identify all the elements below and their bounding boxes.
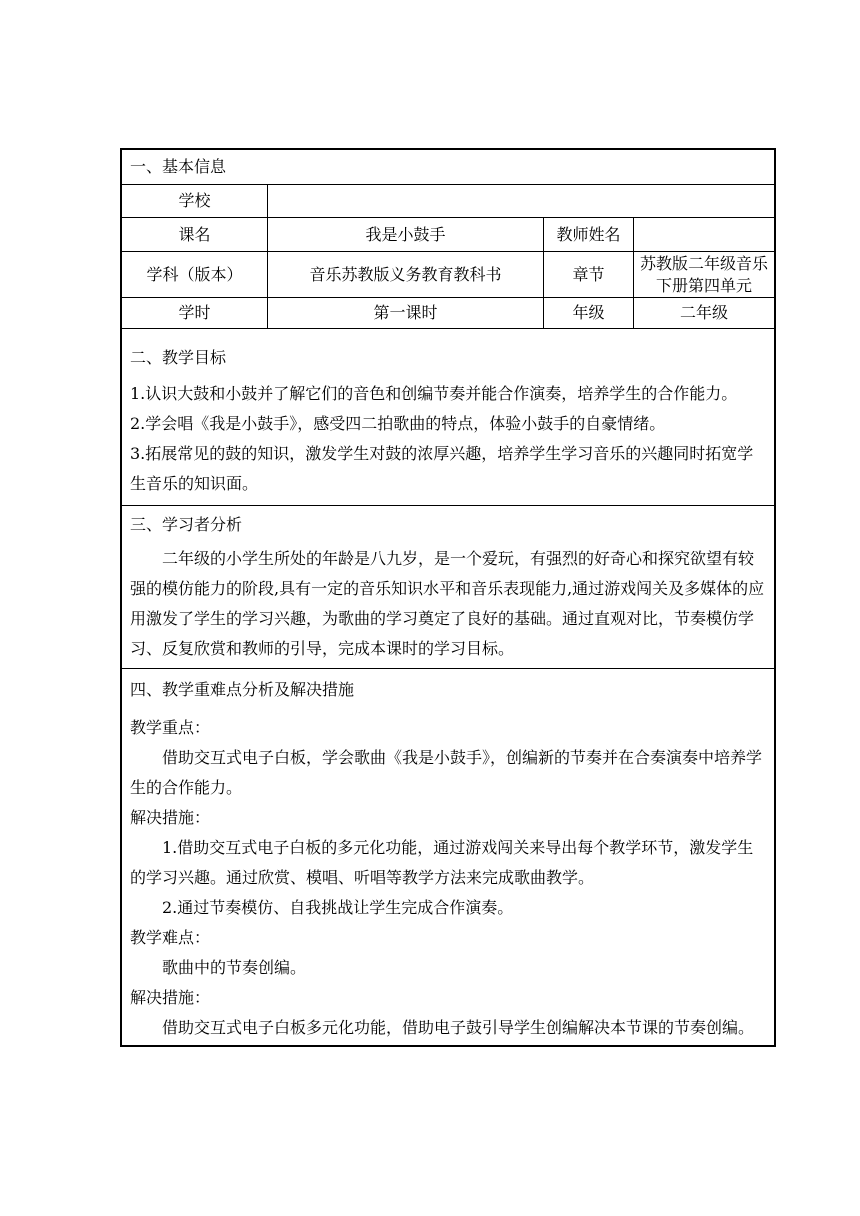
section-basic-info-title: 一、基本信息	[122, 150, 774, 185]
key-point-label: 教学重点：	[130, 718, 211, 737]
school-label: 学校	[122, 185, 268, 217]
difficulty-label: 教学难点：	[130, 928, 211, 947]
section-learner-analysis	[122, 506, 774, 669]
school-row	[122, 185, 774, 218]
subject-value: 音乐苏教版义务教育教科书	[268, 252, 544, 297]
measure-item-3: 借助交互式电子白板多元化功能，借助电子鼓引导学生创编解决本节课的节奏创编。	[162, 1018, 755, 1037]
measures-label-2: 解决措施：	[130, 988, 211, 1007]
teacher-label: 教师姓名	[544, 218, 634, 251]
measures-label-1: 解决措施：	[130, 808, 211, 827]
measure-item-2: 2.通过节奏模仿、自我挑战让学生完成合作演奏。	[162, 898, 514, 917]
key-point-text: 借助交互式电子白板，学会歌曲《我是小鼓手》，创编新的节奏并在合奏演奏中培养学生的合作能力。	[130, 748, 763, 797]
school-value	[268, 185, 774, 217]
period-row	[122, 298, 774, 329]
chapter-label: 章节	[544, 252, 634, 297]
teacher-value	[634, 218, 774, 251]
section-teaching-goals-title: 二、教学目标	[130, 348, 227, 367]
course-row	[122, 218, 774, 252]
section-key-difficult-points	[122, 669, 774, 1045]
difficulty-text: 歌曲中的节奏创编。	[162, 958, 307, 977]
goal-item-1: 1.认识大鼓和小鼓并了解它们的音色和创编节奏并能合作演奏，培养学生的合作能力。	[130, 384, 738, 403]
period-value: 第一课时	[268, 298, 544, 328]
subject-row	[122, 252, 774, 298]
learner-analysis-body: 二年级的小学生所处的年龄是八九岁，是一个爱玩，有强烈的好奇心和探究欲望有较强的模仿能力的阶段,具有一定的音乐知识水平和音乐表现能力,通过游戏闯关及多媒体的应用激发了学生的学习兴趣，为歌曲的学习奠定了良好的基础。通过直观对比，节奏模仿学习、反复欣赏和教师的引导，完成本课时的学习目标。	[130, 549, 765, 658]
course-label: 课名	[122, 218, 268, 251]
subject-label: 学科（版本）	[122, 252, 268, 297]
goal-item-3: 3.拓展常见的鼓的知识，激发学生对鼓的浓厚兴趣，培养学生学习音乐的兴趣同时拓宽学生音乐的知识面。	[130, 444, 754, 493]
goal-item-2: 2.学会唱《我是小鼓手》，感受四二拍歌曲的特点，体验小鼓手的自豪情绪。	[130, 414, 666, 433]
section-key-difficult-title: 四、教学重难点分析及解决措施	[130, 680, 355, 699]
section-learner-analysis-title: 三、学习者分析	[130, 515, 243, 534]
measure-item-1: 1.借助交互式电子白板的多元化功能，通过游戏闯关来导出每个教学环节，激发学生的学习兴趣。通过欣赏、模唱、听唱等教学方法来完成歌曲教学。	[130, 838, 754, 887]
section-teaching-goals	[122, 329, 774, 506]
course-value: 我是小鼓手	[268, 218, 544, 251]
grade-label: 年级	[544, 298, 634, 328]
grade-value: 二年级	[679, 303, 728, 322]
lesson-plan-table	[120, 148, 776, 1047]
period-label: 学时	[122, 298, 268, 328]
chapter-value: 苏教版二年级音乐下册第四单元	[640, 253, 769, 295]
